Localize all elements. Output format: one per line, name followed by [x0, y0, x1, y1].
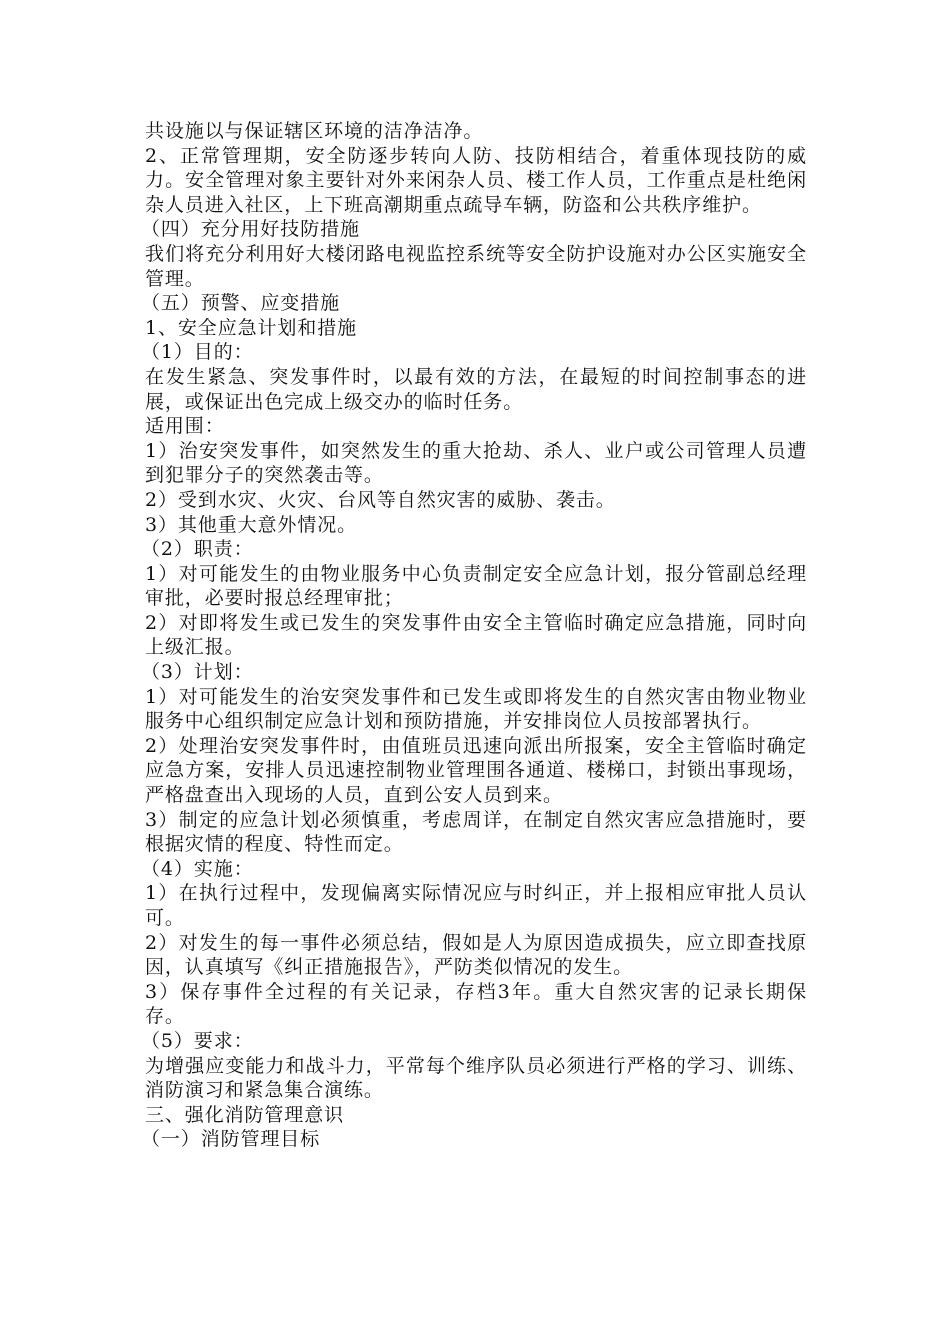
list-item-impl-2: 2）对发生的每一事件必须总结，假如是人为原因造成损失，应立即查找原因，认真填写《纠正措施报告》，严防类似情况的发生。 [145, 931, 807, 979]
heading-purpose: （1）目的： [141, 341, 254, 364]
paragraph-cctv: 我们将充分利用好大楼闭路电视监控系统等安全防护设施对办公区实施安全管理。 [145, 242, 807, 290]
list-item-duties-1: 1）对可能发生的由物业服务中心负责制定安全应急计划，报分管副总经理审批，必要时报总经理审批； [145, 562, 807, 610]
heading-fire-goals: （一）消防管理目标 [141, 1128, 321, 1151]
heading-fire-awareness: 三、强化消防管理意识 [145, 1103, 345, 1126]
list-item-plan-2: 2）处理治安突发事件时，由值班员迅速向派出所报案，安全主管临时确定应急方案，安排人员迅速控制物业管理围各通道、楼梯口，封锁出事现场，严格盘查出入现场的人员，直到公安人员到来。 [145, 734, 807, 807]
heading-duties: （2）职责： [141, 538, 254, 561]
paragraph-requirements: 为增强应变能力和战斗力，平常每个维序队员必须进行严格的学习、训练、消防演习和紧急集合演练。 [145, 1054, 807, 1102]
list-item-scope-2: 2）受到水灾、火灾、台风等自然灾害的威胁、袭击。 [145, 488, 616, 511]
paragraph-purpose: 在发生紧急、突发事件时，以最有效的方法，在最短的时间控制事态的进展，或保证出色完成上级交办的临时任务。 [145, 365, 807, 413]
document-body [141, 119, 807, 1152]
list-item-impl-3: 3）保存事件全过程的有关记录，存档3年。重大自然灾害的记录长期保存。 [145, 980, 807, 1028]
heading-tech-defense: （四）充分用好技防措施 [141, 218, 360, 241]
list-item-plan-1: 1）对可能发生的治安突发事件和已发生或即将发生的自然灾害由物业物业服务中心组织制定应急计划和预防措施，并安排岗位人员按部署执行。 [145, 685, 807, 733]
paragraph-continuation: 共设施以与保证辖区环境的洁净洁净。 [145, 120, 484, 142]
heading-emergency-plan: 1、安全应急计划和措施 [145, 316, 357, 339]
list-item-duties-2: 2）对即将发生或已发生的突发事件由安全主管临时确定应急措施，同时向上级汇报。 [145, 611, 807, 659]
list-item-plan-3: 3）制定的应急计划必须慎重，考虑周详，在制定自然灾害应急措施时，要根据灾情的程度、特性而定。 [145, 808, 807, 856]
heading-warning-measures: （五）预警、应变措施 [141, 292, 341, 315]
heading-plan: （3）计划： [141, 661, 254, 684]
heading-implementation: （4）实施： [141, 857, 254, 880]
heading-requirements: （5）要求： [141, 1029, 254, 1052]
list-item-scope-3: 3）其他重大意外情况。 [145, 513, 357, 536]
heading-scope: 适用围： [145, 415, 225, 438]
paragraph-normal-management: 2、正常管理期，安全防逐步转向人防、技防相结合，着重体现技防的威力。安全管理对象主要针对外来闲杂人员、楼工作人员，工作重点是杜绝闲杂人员进入社区，上下班高潮期重点疏导车辆，防盗和公共秩序维护。 [145, 144, 807, 216]
list-item-scope-1: 1）治安突发事件，如突然发生的重大抢劫、杀人、业户或公司管理人员遭到犯罪分子的突然袭击等。 [145, 439, 807, 487]
list-item-impl-1: 1）在执行过程中，发现偏离实际情况应与时纠正，并上报相应审批人员认可。 [145, 882, 807, 929]
